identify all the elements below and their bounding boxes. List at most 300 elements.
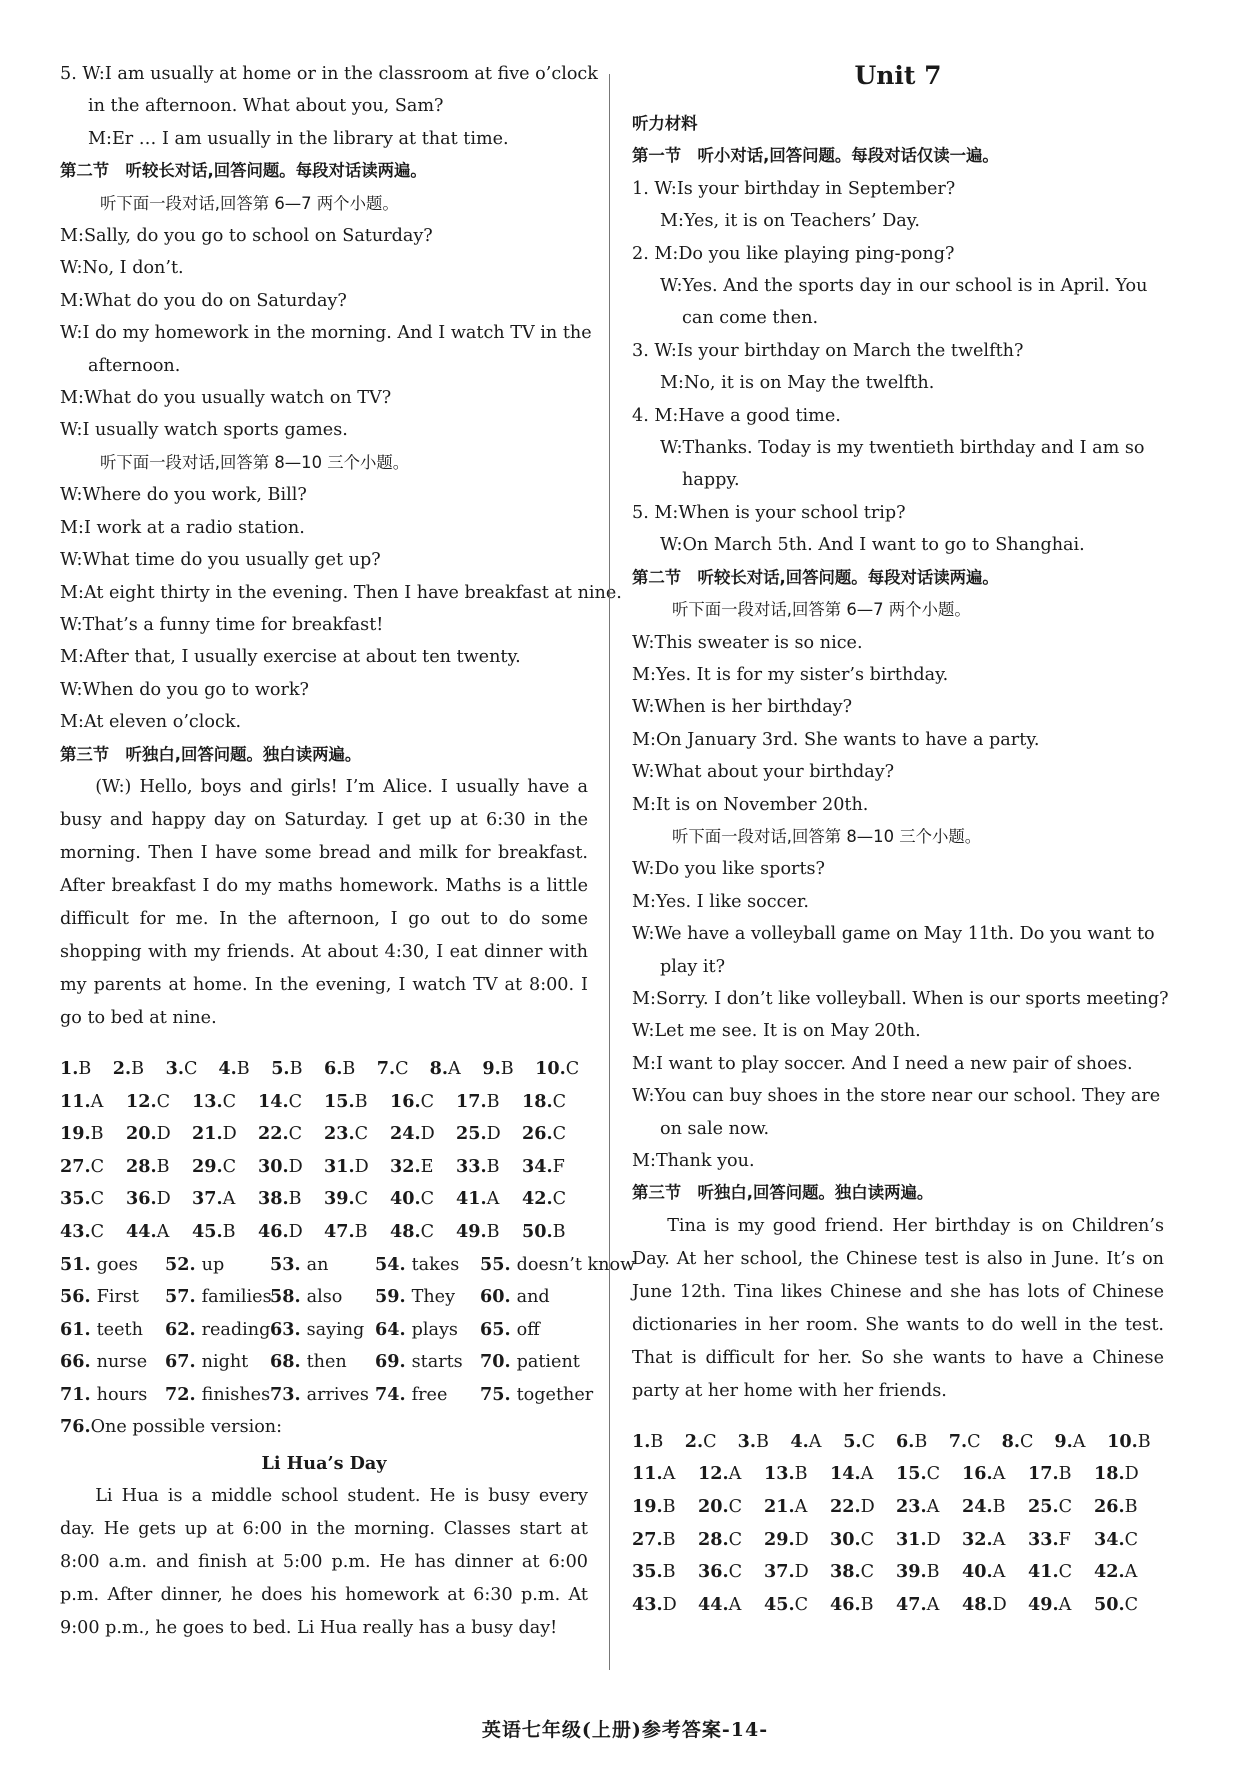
answer-item	[896, 1491, 962, 1524]
answer-choice: F	[552, 1156, 565, 1177]
text-line: M:Sally, do you go to school on Saturday?	[60, 226, 433, 247]
answer-number: 20.	[698, 1496, 729, 1517]
answer-choice: A	[860, 1464, 874, 1485]
answer-item	[738, 1426, 791, 1459]
answer-choice: B	[78, 1058, 92, 1079]
answer-word: They	[411, 1287, 456, 1308]
answer-number: 37.	[192, 1188, 223, 1210]
answer-item	[962, 1458, 1028, 1491]
answer-item	[830, 1589, 896, 1622]
answer-number: 30.	[258, 1155, 289, 1177]
answer-number: 38.	[830, 1561, 861, 1583]
answer-item	[896, 1458, 962, 1491]
answer-item	[324, 1151, 390, 1184]
answer-number: 23.	[896, 1496, 927, 1517]
answer-item	[192, 1151, 258, 1184]
answer-word: hours	[96, 1384, 148, 1405]
answer-number: 21.	[192, 1123, 223, 1145]
q76-text: One possible version:	[90, 1417, 283, 1438]
answer-number: 16.	[962, 1463, 993, 1485]
text-line: afternoon.	[88, 355, 181, 376]
answer-number: 5.	[843, 1430, 862, 1452]
answer-number: 19.	[60, 1123, 91, 1145]
word-answer	[165, 1314, 270, 1347]
answer-number: 25.	[456, 1123, 487, 1145]
answer-number: 12.	[126, 1090, 157, 1112]
answer-item	[698, 1524, 764, 1557]
answer-row	[60, 1151, 588, 1184]
answer-number: 46.	[258, 1220, 289, 1242]
answer-number: 20.	[126, 1123, 157, 1145]
answer-choice: C	[288, 1091, 303, 1112]
answer-item	[1028, 1458, 1094, 1491]
answer-row	[632, 1426, 1164, 1459]
answer-number: 58.	[270, 1286, 301, 1308]
answer-item	[218, 1053, 271, 1086]
answer-item	[126, 1183, 192, 1216]
word-answer	[375, 1249, 480, 1282]
answer-number: 4.	[790, 1430, 809, 1452]
answer-number: 51.	[60, 1253, 91, 1275]
answer-item	[632, 1589, 698, 1622]
answer-choice: C	[565, 1058, 580, 1079]
answer-choice: B	[354, 1221, 368, 1242]
answer-item	[271, 1053, 324, 1086]
text-line: 3. W:Is your birthday on March the twelfth?	[632, 340, 1024, 361]
answer-item	[1028, 1524, 1094, 1557]
answer-number: 17.	[1028, 1463, 1059, 1485]
answer-item	[482, 1053, 535, 1086]
answer-number: 19.	[632, 1496, 663, 1517]
answer-number: 27.	[60, 1155, 91, 1177]
answer-choice: C	[967, 1431, 981, 1452]
answer-item	[522, 1216, 588, 1249]
answer-word: First	[96, 1287, 139, 1308]
answer-choice: A	[926, 1594, 940, 1615]
answer-number: 61.	[60, 1318, 91, 1340]
answer-word: up	[201, 1254, 225, 1275]
answer-number: 1.	[632, 1430, 651, 1452]
answer-choice: C	[1019, 1431, 1034, 1452]
left-column	[60, 58, 636, 1645]
right-section1-dialogues	[632, 173, 1164, 562]
answer-choice: B	[662, 1497, 676, 1517]
answer-item	[456, 1216, 522, 1249]
answer-item	[790, 1426, 843, 1459]
answer-item	[60, 1151, 126, 1184]
answer-item	[632, 1491, 698, 1524]
answer-item	[60, 1086, 126, 1119]
answer-number: 6.	[895, 1430, 915, 1452]
text-line: M:No, it is on May the twelfth.	[660, 373, 935, 394]
unit-title: Unit 7	[854, 61, 942, 90]
answer-number: 5.	[271, 1057, 290, 1079]
answer-item	[1002, 1426, 1055, 1459]
answer-word: goes	[96, 1254, 138, 1275]
answer-item	[126, 1086, 192, 1119]
answer-choice: C	[1058, 1497, 1073, 1517]
answer-number: 45.	[192, 1220, 223, 1242]
text-line: 5. W:I am usually at home or in the classroom at five o’clock	[60, 64, 598, 84]
answer-number: 31.	[896, 1528, 927, 1550]
answer-choice: A	[222, 1189, 236, 1210]
answer-number: 37.	[764, 1561, 795, 1583]
answer-item	[632, 1426, 685, 1459]
answer-number: 17.	[456, 1090, 487, 1112]
answer-word: nurse	[96, 1352, 148, 1373]
answer-word: patient	[516, 1352, 580, 1373]
answer-choice: C	[860, 1529, 875, 1550]
text-line: M:I want to play soccer. And I need a new pair of shoes.	[632, 1053, 1133, 1074]
word-answer	[375, 1346, 480, 1379]
text-line: W:I usually watch sports games.	[60, 420, 348, 441]
answer-choice: C	[703, 1431, 717, 1452]
answer-item	[830, 1458, 896, 1491]
answer-number: 28.	[698, 1528, 729, 1550]
answer-item	[535, 1053, 588, 1086]
answer-choice: C	[926, 1464, 941, 1485]
answer-choice: A	[992, 1529, 1006, 1550]
text-line: M:Yes, it is on Teachers’ Day.	[660, 211, 920, 232]
answer-item	[896, 1556, 962, 1589]
text-line: W:Do you like sports?	[632, 859, 825, 880]
answer-choice: B	[926, 1562, 940, 1583]
answer-choice: C	[728, 1562, 743, 1583]
answer-item	[60, 1118, 126, 1151]
answer-item	[324, 1053, 377, 1086]
answer-number: 68.	[270, 1351, 301, 1373]
answer-number: 43.	[632, 1593, 663, 1615]
word-answer	[270, 1281, 375, 1314]
answer-item	[390, 1183, 456, 1216]
answer-choice: A	[926, 1497, 940, 1517]
answer-item	[830, 1524, 896, 1557]
text-line: W:That’s a funny time for breakfast!	[60, 614, 384, 635]
answer-number: 11.	[60, 1090, 91, 1112]
word-answer	[270, 1314, 375, 1347]
answer-choice: C	[395, 1058, 409, 1079]
text-line: on sale now.	[660, 1118, 770, 1139]
answer-choice: B	[354, 1091, 368, 1112]
answer-item	[962, 1589, 1028, 1622]
answer-item	[324, 1118, 390, 1151]
answer-number: 43.	[60, 1220, 91, 1242]
text-line: 听下面一段对话,回答第 8—10 三个小题。	[672, 826, 982, 846]
answer-number: 34.	[522, 1155, 553, 1177]
answer-choice: B	[662, 1562, 676, 1583]
text-line: play it?	[660, 956, 726, 977]
answer-item	[764, 1458, 830, 1491]
answer-item	[126, 1151, 192, 1184]
text-line: W:When is her birthday?	[632, 697, 853, 718]
answer-number: 45.	[764, 1593, 795, 1615]
answer-number: 48.	[962, 1593, 993, 1615]
answer-item	[456, 1118, 522, 1151]
answer-number: 1.	[60, 1057, 79, 1079]
left-section2-title: 第二节 听较长对话,回答问题。每段对话读两遍。	[60, 161, 427, 181]
answer-choice: C	[728, 1529, 743, 1550]
answer-number: 35.	[632, 1561, 663, 1583]
answer-item	[764, 1556, 830, 1589]
answer-number: 36.	[126, 1188, 157, 1210]
answer-choice: C	[90, 1189, 105, 1210]
answer-choice: C	[1124, 1594, 1139, 1615]
text-line: W:When do you go to work?	[60, 679, 309, 700]
answer-number: 6.	[323, 1057, 343, 1079]
answer-number: 2.	[684, 1430, 704, 1452]
answer-item	[192, 1216, 258, 1249]
answer-number: 62.	[165, 1318, 196, 1340]
answer-number: 25.	[1028, 1496, 1059, 1517]
answer-number: 7.	[948, 1430, 968, 1452]
answer-choice: D	[662, 1594, 677, 1615]
answer-word: an	[306, 1254, 329, 1275]
answer-choice: A	[1072, 1431, 1086, 1452]
text-line: 听下面一段对话,回答第 6—7 两个小题。	[672, 600, 971, 620]
answer-item	[830, 1491, 896, 1524]
text-line: W:What time do you usually get up?	[60, 550, 381, 571]
composition-title: Li Hua’s Day	[261, 1452, 387, 1474]
answer-word: and	[516, 1287, 550, 1308]
answer-choice: A	[728, 1464, 742, 1485]
answer-choice: B	[500, 1058, 514, 1079]
answer-number: 21.	[764, 1496, 795, 1517]
word-answer	[270, 1249, 375, 1282]
answer-item	[192, 1183, 258, 1216]
answer-item	[324, 1183, 390, 1216]
word-answer	[60, 1346, 165, 1379]
answer-number: 36.	[698, 1561, 729, 1583]
text-line: 2. M:Do you like playing ping-pong?	[632, 243, 955, 264]
answer-item	[764, 1491, 830, 1524]
text-line: W:What about your birthday?	[632, 762, 895, 783]
text-line: M:What do you do on Saturday?	[60, 290, 347, 311]
answer-number: 39.	[896, 1561, 927, 1583]
answer-choice: C	[1124, 1529, 1139, 1550]
answer-word: doesn’t know	[516, 1254, 636, 1275]
text-line: W:Where do you work, Bill?	[60, 485, 307, 506]
answer-choice: B	[288, 1189, 302, 1210]
answer-item	[698, 1556, 764, 1589]
answer-item	[522, 1086, 588, 1119]
answer-number: 22.	[258, 1123, 289, 1145]
text-line: W:This sweater is so nice.	[632, 632, 863, 653]
word-answer-row	[60, 1249, 636, 1282]
answer-choice: B	[90, 1124, 104, 1145]
answer-number: 8.	[1001, 1430, 1020, 1452]
answer-item	[60, 1053, 113, 1086]
answer-item	[166, 1053, 219, 1086]
answer-item	[60, 1183, 126, 1216]
answer-number: 7.	[376, 1057, 396, 1079]
word-answer	[165, 1281, 270, 1314]
answer-number: 13.	[764, 1463, 795, 1485]
answer-item	[843, 1426, 896, 1459]
answer-word: arrives	[306, 1384, 369, 1405]
answer-number: 3.	[165, 1057, 184, 1079]
text-line: M:At eight thirty in the evening. Then I have breakfast at nine.	[60, 582, 622, 603]
answer-number: 10.	[1107, 1430, 1138, 1452]
answer-number: 54.	[375, 1253, 406, 1275]
word-answer-row	[60, 1314, 588, 1347]
answer-choice: B	[650, 1431, 664, 1452]
answer-choice: C	[183, 1058, 198, 1079]
answer-item	[390, 1086, 456, 1119]
answer-word: teeth	[96, 1319, 143, 1340]
text-line: 5. M:When is your school trip?	[632, 502, 906, 523]
answer-choice: D	[156, 1189, 171, 1210]
answer-choice: B	[236, 1058, 250, 1079]
answer-word: reading	[201, 1319, 271, 1340]
answer-item	[896, 1589, 962, 1622]
word-answer-row	[60, 1379, 594, 1412]
answer-number: 4.	[218, 1057, 237, 1079]
answer-number: 41.	[1028, 1561, 1059, 1583]
answer-number: 33.	[1028, 1528, 1059, 1550]
answer-row	[632, 1524, 1164, 1557]
word-answer	[60, 1249, 165, 1282]
answer-number: 46.	[830, 1593, 861, 1615]
answer-choice: C	[420, 1091, 435, 1112]
answer-word: plays	[411, 1319, 458, 1340]
answer-choice: B	[342, 1058, 356, 1079]
answer-number: 64.	[375, 1318, 406, 1340]
answer-choice: B	[486, 1156, 500, 1177]
word-answer	[165, 1249, 270, 1282]
answer-choice: C	[156, 1091, 171, 1112]
answer-item	[390, 1216, 456, 1249]
answer-choice: D	[288, 1156, 303, 1177]
answer-choice: B	[552, 1221, 566, 1242]
answer-number: 10.	[535, 1057, 566, 1079]
answer-choice: C	[420, 1221, 435, 1242]
answer-number: 47.	[324, 1220, 355, 1242]
answer-number: 39.	[324, 1188, 355, 1210]
text-line: W:You can buy shoes in the store near our school. They are	[632, 1086, 1161, 1107]
answer-choice: A	[794, 1497, 808, 1517]
answer-item	[258, 1086, 324, 1119]
word-answer	[480, 1379, 594, 1412]
word-answer-row	[60, 1281, 588, 1314]
answer-number: 18.	[1094, 1463, 1125, 1485]
answer-item	[113, 1053, 166, 1086]
answer-item	[258, 1216, 324, 1249]
text-line: W:We have a volleyball game on May 11th. Do you want to	[632, 924, 1155, 945]
answer-item	[377, 1053, 430, 1086]
answer-word: starts	[411, 1352, 463, 1373]
left-word-answers	[60, 1249, 636, 1412]
answer-number: 49.	[1028, 1593, 1059, 1615]
right-section1-title: 第一节 听小对话,回答问题。每段对话仅读一遍。	[632, 146, 999, 166]
answer-item	[632, 1556, 698, 1589]
answer-word: free	[411, 1384, 448, 1405]
answer-choice: C	[222, 1091, 237, 1112]
answer-number: 32.	[390, 1155, 421, 1177]
text-line: can come then.	[682, 308, 819, 329]
answer-choice: A	[808, 1431, 822, 1452]
answer-number: 2.	[112, 1057, 132, 1079]
answer-number: 72.	[165, 1383, 196, 1405]
left-answer-key	[60, 1053, 588, 1249]
answer-choice: A	[1124, 1562, 1138, 1583]
answer-item	[126, 1118, 192, 1151]
answer-number: 65.	[480, 1318, 511, 1340]
answer-choice: C	[222, 1156, 237, 1177]
answer-number: 31.	[324, 1155, 355, 1177]
answer-number: 44.	[126, 1220, 157, 1242]
answer-choice: D	[288, 1221, 303, 1242]
answer-number: 26.	[522, 1123, 553, 1145]
answer-number: 24.	[962, 1496, 993, 1517]
answer-number: 73.	[270, 1383, 301, 1405]
right-section2-dialogues	[632, 594, 1169, 1177]
answer-item	[60, 1216, 126, 1249]
answer-choice: A	[486, 1189, 500, 1210]
answer-item	[456, 1151, 522, 1184]
answer-number: 35.	[60, 1188, 91, 1210]
answer-choice: C	[1058, 1562, 1073, 1583]
answer-item	[258, 1118, 324, 1151]
answer-number: 26.	[1094, 1496, 1125, 1517]
answer-number: 28.	[126, 1155, 157, 1177]
answer-word: families	[201, 1287, 272, 1308]
answer-item	[896, 1426, 949, 1459]
text-line: 4. M:Have a good time.	[632, 405, 841, 426]
text-line: M:After that, I usually exercise at about ten twenty.	[60, 647, 521, 668]
text-line: 听下面一段对话,回答第 8—10 三个小题。	[100, 452, 410, 472]
answer-choice: D	[222, 1124, 237, 1145]
word-answer	[270, 1379, 375, 1412]
answer-number: 12.	[698, 1463, 729, 1485]
answer-item	[1028, 1491, 1094, 1524]
answer-item	[522, 1118, 588, 1151]
answer-item	[632, 1458, 698, 1491]
answer-number: 69.	[375, 1351, 406, 1373]
answer-choice: D	[156, 1124, 171, 1145]
answer-choice: A	[156, 1221, 170, 1242]
answer-number: 44.	[698, 1593, 729, 1615]
answer-number: 24.	[390, 1123, 421, 1145]
answer-number: 38.	[258, 1188, 289, 1210]
text-line: M:Er … I am usually in the library at that time.	[88, 128, 509, 149]
text-line: M:At eleven o’clock.	[60, 712, 242, 733]
answer-row	[632, 1491, 1164, 1524]
answer-choice: D	[486, 1124, 501, 1145]
answer-item	[522, 1151, 588, 1184]
answer-number: 9.	[482, 1057, 501, 1079]
answer-choice: A	[992, 1464, 1006, 1485]
answer-choice: B	[755, 1431, 769, 1452]
answer-number: 33.	[456, 1155, 487, 1177]
answer-item	[1094, 1458, 1160, 1491]
word-answer	[165, 1346, 270, 1379]
text-line: M:I work at a radio station.	[60, 517, 305, 538]
answer-choice: D	[926, 1529, 941, 1550]
answer-item	[1028, 1589, 1094, 1622]
answer-number: 50.	[522, 1220, 553, 1242]
answer-choice: C	[860, 1562, 875, 1583]
answer-word: takes	[411, 1254, 460, 1275]
answer-number: 56.	[60, 1286, 91, 1308]
answer-choice: B	[1137, 1431, 1151, 1452]
answer-choice: B	[794, 1464, 808, 1485]
answer-choice: B	[662, 1529, 676, 1550]
answer-choice: C	[794, 1594, 809, 1615]
text-line: M:On January 3rd. She wants to have a party.	[632, 729, 1040, 750]
answer-word: off	[516, 1319, 540, 1340]
word-answer	[375, 1379, 480, 1412]
word-answer	[480, 1314, 585, 1347]
